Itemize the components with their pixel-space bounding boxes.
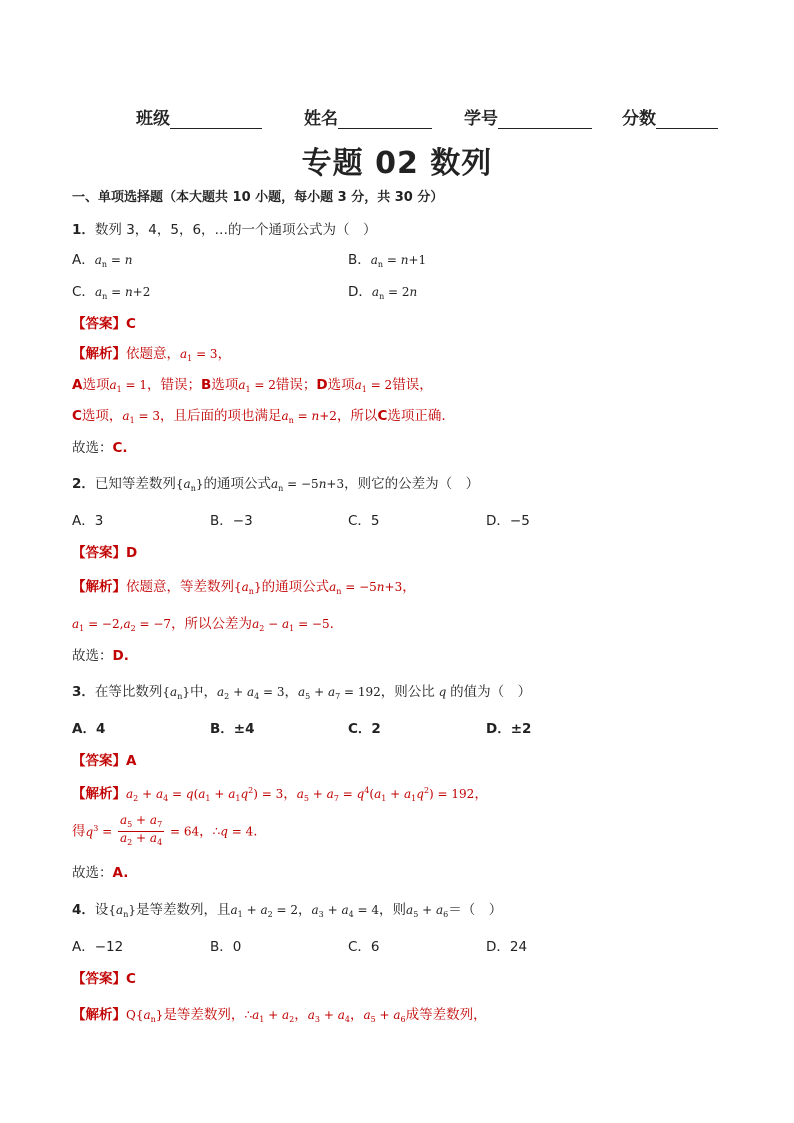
q2-option-b[interactable]: B．−3 bbox=[210, 513, 253, 529]
score-blank[interactable] bbox=[656, 110, 718, 129]
name-blank[interactable] bbox=[338, 110, 432, 129]
q3-option-b[interactable]: B．±4 bbox=[210, 721, 255, 737]
id-field bbox=[464, 104, 592, 129]
q3-option-c[interactable]: C．2 bbox=[348, 721, 381, 737]
q1-option-c[interactable]: C．$a_n = n+2$ bbox=[72, 284, 151, 301]
page-title: 专题 02 数列 bbox=[301, 146, 493, 181]
q1-analysis-line-3: C选项，$a_1 = 3$，且后面的项也满足$a_n = n+2$，所以C选项正确. bbox=[72, 408, 446, 425]
name-field bbox=[304, 104, 432, 129]
name-label: 姓名 bbox=[304, 109, 338, 129]
student-info-row bbox=[0, 104, 794, 130]
q3-option-d[interactable]: D．±2 bbox=[486, 721, 532, 737]
q2-analysis-line-1: 【解析】依题意，等差数列$\{a_n\}$的通项公式$a_n = -5n+3$， bbox=[72, 579, 416, 596]
section-heading: 一、单项选择题（本大题共 10 小题，每小题 3 分，共 30 分） bbox=[72, 190, 444, 205]
question-4-stem: 4．设$\{a_n\}$是等差数列，且$a_1 + a_2 = 2$，$a_3 + a_4 = 4$，则$a_5 + a_6=$（ ） bbox=[72, 902, 503, 919]
class-label: 班级 bbox=[136, 109, 170, 129]
q1-option-a[interactable]: A．$a_n = n$ bbox=[72, 252, 133, 269]
question-1-stem: 1．数列 3，4，5，6，…的一个通项公式为（ ） bbox=[72, 222, 377, 238]
q2-option-d[interactable]: D．−5 bbox=[486, 513, 530, 529]
q3-analysis-line-1: 【解析】$a_2 + a_4 = q(a_1 + a_1q^2) = 3$，$a_5 + a_7 = q^4(a_1 + a_1q^2) = 192$， bbox=[72, 786, 488, 803]
id-blank[interactable] bbox=[498, 110, 592, 129]
q2-option-c[interactable]: C．5 bbox=[348, 513, 380, 529]
q4-option-a[interactable]: A．−12 bbox=[72, 939, 124, 955]
score-field bbox=[622, 104, 718, 129]
q4-option-b[interactable]: B．0 bbox=[210, 939, 242, 955]
q3-answer: 【答案】A bbox=[72, 753, 137, 769]
q2-option-a[interactable]: A．3 bbox=[72, 513, 104, 529]
q1-answer: 【答案】C bbox=[72, 316, 136, 332]
score-label: 分数 bbox=[622, 109, 656, 129]
q4-option-c[interactable]: C．6 bbox=[348, 939, 380, 955]
question-2-stem: 2．已知等差数列$\{a_n\}$的通项公式$a_n = -5n+3$，则它的公差为（ ） bbox=[72, 476, 480, 493]
q1-analysis-line-2: A选项$a_1 = 1$，错误；B选项$a_1 = 2$错误；D选项$a_1 = 2$错误， bbox=[72, 377, 433, 394]
q4-answer: 【答案】C bbox=[72, 971, 136, 987]
q1-option-d[interactable]: D．$a_n = 2n$ bbox=[348, 284, 418, 301]
class-blank[interactable] bbox=[170, 110, 262, 129]
q4-option-d[interactable]: D．24 bbox=[486, 939, 528, 955]
q2-answer: 【答案】D bbox=[72, 545, 138, 561]
q3-selection: 故选：A. bbox=[72, 865, 129, 881]
q1-option-b[interactable]: B．$a_n = n+1$ bbox=[348, 252, 427, 269]
q2-selection: 故选：D. bbox=[72, 648, 129, 664]
q3-analysis-line-2: 得$q^3$ = $\frac{a_5 + a_7}{a_2 + a_4}$ = 64，∴q = 4. bbox=[72, 813, 258, 847]
q1-selection: 故选：C. bbox=[72, 440, 128, 456]
question-3-stem: 3．在等比数列$\{a_n\}$中，$a_2 + a_4 = 3$，$a_5 + a_7 = 192$，则公比 q 的值为（ ） bbox=[72, 684, 532, 701]
q4-analysis-line-1: 【解析】$Q\{a_n\}$是等差数列，$\therefore a_1 + a_2$，$a_3 + a_4$，$a_5 + a_6$成等差数列， bbox=[72, 1007, 487, 1024]
q3-option-a[interactable]: A．4 bbox=[72, 721, 106, 737]
q1-analysis-line-1: 【解析】依题意，$a_1 = 3$， bbox=[72, 346, 232, 363]
id-label: 学号 bbox=[464, 109, 498, 129]
q2-analysis-line-2: $a_1 = -2,a_2 = -7$，所以公差为$a_2 - a_1 = -5$. bbox=[72, 616, 334, 633]
class-field bbox=[136, 104, 262, 129]
